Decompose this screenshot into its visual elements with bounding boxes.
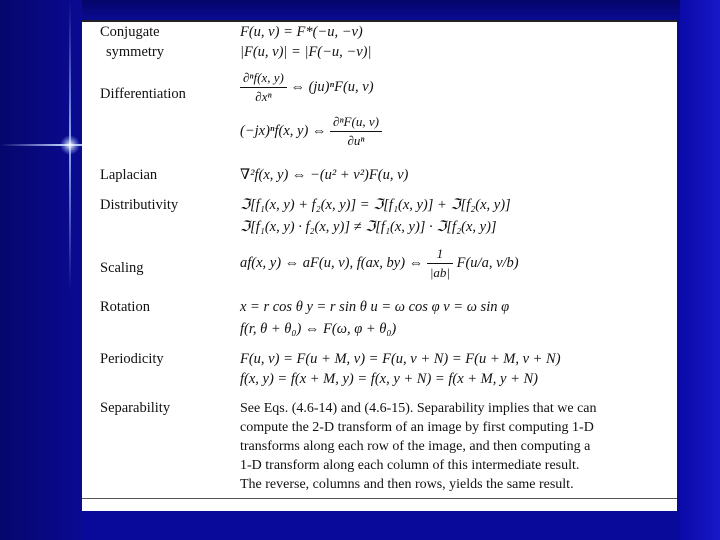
label-rotation: Rotation <box>100 299 150 315</box>
fraction-numerator: 1 <box>427 246 453 264</box>
eq-rotation-1: x = r cos θ y = r sin θ u = ω cos φ v = ω sin φ <box>240 299 510 315</box>
table-top-rule <box>82 20 677 22</box>
label-scaling: Scaling <box>100 260 144 276</box>
eq-conjugate-1: F(u, v) = F*(−u, −v) <box>240 24 363 40</box>
eq-differentiation-2-left: (−jx)ⁿf(x, y) ⇔ <box>240 122 327 139</box>
fraction-denominator: ∂uⁿ <box>347 133 365 148</box>
label-separability: Separability <box>100 400 171 416</box>
properties-table <box>82 20 677 511</box>
label-periodicity: Periodicity <box>100 351 164 367</box>
eq-differentiation-1 <box>240 70 374 105</box>
eq-scaling <box>240 246 519 281</box>
fraction-partial-x <box>240 70 287 105</box>
eq-laplacian: ∇²f(x, y) ⇔ −(u² + v²)F(u, v) <box>240 167 409 183</box>
eq-periodicity-2: f(x, y) = f(x + M, y) = f(x, y + N) = f(x + M, y + N) <box>240 371 538 387</box>
eq-differentiation-1-rest: ⇔ (ju)ⁿF(u, v) <box>290 78 374 95</box>
fraction-numerator: ∂ⁿf(x, y) <box>240 70 287 88</box>
eq-conjugate-2: |F(u, v)| = |F(−u, −v)| <box>240 44 372 60</box>
label-distributivity: Distributivity <box>100 197 179 213</box>
eq-differentiation-2 <box>240 114 382 149</box>
description-line: The reverse, columns and then rows, yields the same result. <box>240 477 574 492</box>
description-line: transforms along each row of the image, and then computing a <box>240 439 591 454</box>
top-background-band <box>0 0 720 20</box>
right-background-band <box>680 0 720 540</box>
eq-periodicity-1: F(u, v) = F(u + M, v) = F(u, v + N) = F(u + M, v + N) <box>240 351 561 367</box>
description-line: compute the 2-D transform of an image by first computing 1-D <box>240 420 594 435</box>
eq-scaling-right: F(u/a, v/b) <box>456 254 519 271</box>
eq-distributivity-2: ℑ[f₁(x, y) · f₂(x, y)] ≠ ℑ[f₁(x, y)] · ℑ[f₂(x, y)] <box>240 219 497 235</box>
description-line: See Eqs. (4.6-14) and (4.6-15). Separability implies that we can <box>240 401 597 416</box>
eq-distributivity-1: ℑ[f₁(x, y) + f₂(x, y)] = ℑ[f₁(x, y)] + ℑ[f₂(x, y)] <box>240 197 511 213</box>
eq-scaling-left: af(x, y) ⇔ aF(u, v), f(ax, by) ⇔ <box>240 254 424 271</box>
label-laplacian: Laplacian <box>100 167 158 183</box>
fraction-denominator: ∂xⁿ <box>255 89 272 104</box>
label-conjugate: Conjugate <box>100 24 160 40</box>
fraction-numerator: ∂ⁿF(u, v) <box>330 114 382 132</box>
fraction-partial-u <box>330 114 382 149</box>
label-symmetry: symmetry <box>106 44 164 60</box>
eq-rotation-2: f(r, θ + θ₀) ⇔ F(ω, φ + θ₀) <box>240 321 397 337</box>
fraction-denominator: |ab| <box>429 265 450 280</box>
fraction-one-over-ab <box>427 246 453 281</box>
separability-description <box>240 399 660 494</box>
label-differentiation: Differentiation <box>100 86 186 102</box>
table-bottom-rule <box>82 498 677 499</box>
description-line: 1-D transform along each column of this intermediate result. <box>240 458 580 473</box>
sparkle-icon <box>60 135 80 155</box>
